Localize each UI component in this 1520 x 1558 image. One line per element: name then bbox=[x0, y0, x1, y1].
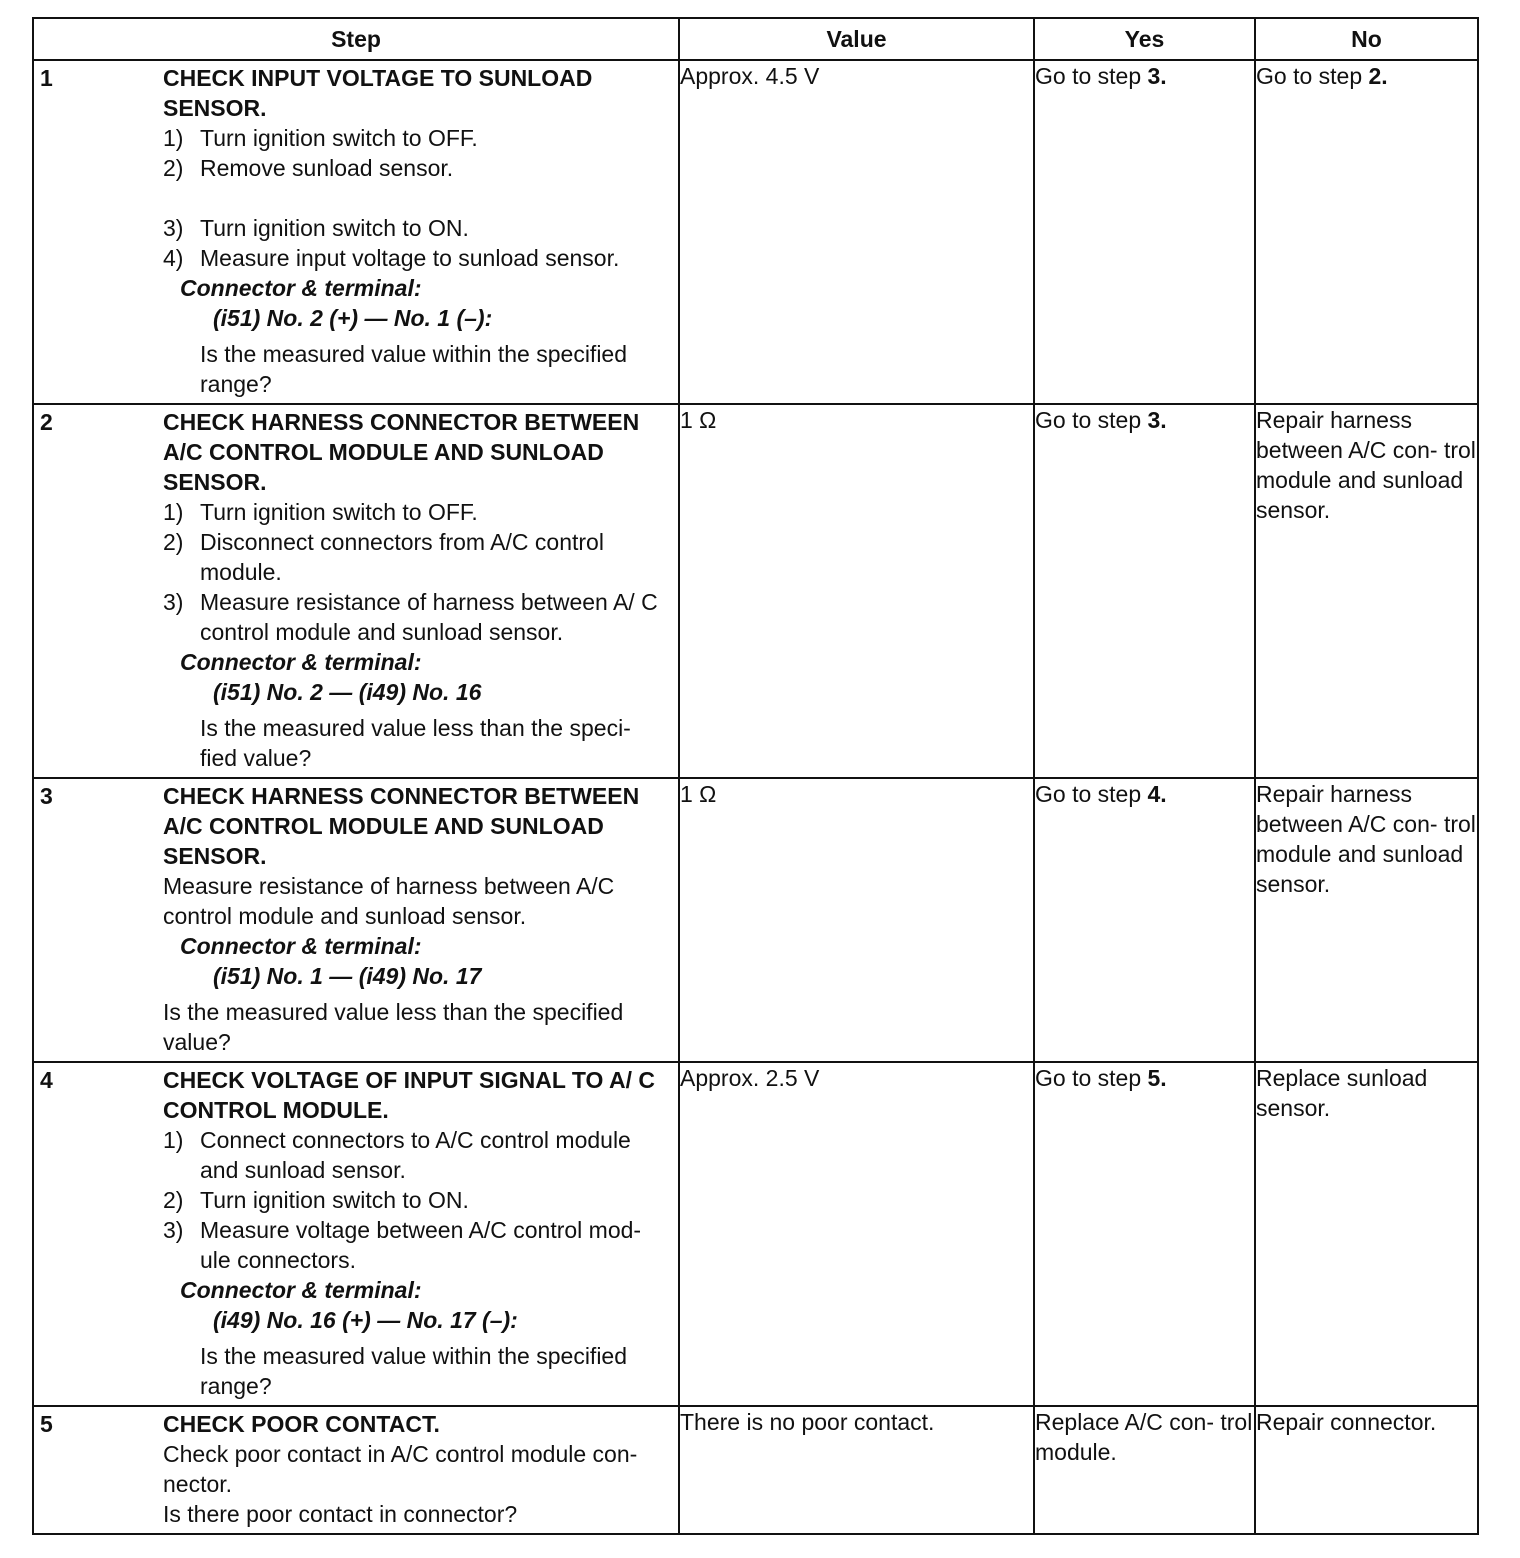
step-intro: Check poor contact in A/C control module con- nector. bbox=[163, 1441, 638, 1497]
yes-cell: Go to step 5. bbox=[1034, 1062, 1255, 1406]
value-cell: 1 Ω bbox=[679, 404, 1034, 778]
value-cell: Approx. 4.5 V bbox=[679, 60, 1034, 404]
no-cell: Replace sunload sensor. bbox=[1255, 1062, 1478, 1406]
terminal-spec: (i49) No. 16 (+) — No. 17 (–): bbox=[213, 1307, 518, 1333]
header-yes: Yes bbox=[1034, 18, 1255, 60]
step-title: CHECK HARNESS CONNECTOR BETWEEN A/C CONTROL MODULE AND SUNLOAD SENSOR. bbox=[163, 783, 640, 869]
step-number: 4 bbox=[40, 1067, 53, 1093]
connector-label: Connector & terminal: bbox=[180, 933, 422, 959]
terminal-spec: (i51) No. 2 — (i49) No. 16 bbox=[213, 679, 482, 705]
list-item: 1) Turn ignition switch to OFF. bbox=[163, 499, 478, 525]
connector-label: Connector & terminal: bbox=[180, 649, 422, 675]
header-step: Step bbox=[33, 18, 679, 60]
step-cell bbox=[33, 1406, 679, 1534]
header-row bbox=[33, 18, 1478, 60]
yes-cell: Go to step 3. bbox=[1034, 404, 1255, 778]
connector-label: Connector & terminal: bbox=[180, 275, 422, 301]
step-cell bbox=[33, 778, 679, 1062]
table-row bbox=[33, 1062, 1478, 1406]
list-item: 3) Measure resistance of harness between A/ C control module and sunload sensor. bbox=[163, 589, 658, 645]
diagnostic-table bbox=[32, 17, 1479, 1535]
list-item: 2) Remove sunload sensor. bbox=[163, 155, 454, 181]
list-item: 4) Measure input voltage to sunload sensor. bbox=[163, 245, 620, 271]
value-cell: Approx. 2.5 V bbox=[679, 1062, 1034, 1406]
yes-cell: Replace A/C con- trol module. bbox=[1034, 1406, 1255, 1534]
table-row bbox=[33, 60, 1478, 404]
step-title: CHECK HARNESS CONNECTOR BETWEEN A/C CONTROL MODULE AND SUNLOAD SENSOR. bbox=[163, 409, 640, 495]
step-question: Is the measured value less than the speci- fied value? bbox=[200, 715, 631, 771]
step-number: 5 bbox=[40, 1411, 53, 1437]
step-question: Is the measured value within the specified range? bbox=[200, 341, 628, 397]
step-question: Is the measured value within the specified range? bbox=[200, 1343, 628, 1399]
step-number: 2 bbox=[40, 409, 53, 435]
list-item: 1) Connect connectors to A/C control module and sunload sensor. bbox=[163, 1127, 631, 1183]
list-item: 2) Disconnect connectors from A/C control module. bbox=[163, 529, 604, 585]
yes-cell: Go to step 4. bbox=[1034, 778, 1255, 1062]
list-item: 3) Turn ignition switch to ON. bbox=[163, 215, 469, 241]
step-cell bbox=[33, 404, 679, 778]
step-question: Is there poor contact in connector? bbox=[163, 1501, 518, 1527]
list-item: 3) Measure voltage between A/C control mod- ule connectors. bbox=[163, 1217, 642, 1273]
no-cell: Go to step 2. bbox=[1255, 60, 1478, 404]
list-item: 2) Turn ignition switch to ON. bbox=[163, 1187, 469, 1213]
step-number: 3 bbox=[40, 783, 53, 809]
no-cell: Repair connector. bbox=[1255, 1406, 1478, 1534]
yes-cell: Go to step 3. bbox=[1034, 60, 1255, 404]
value-cell: 1 Ω bbox=[679, 778, 1034, 1062]
step-title: CHECK POOR CONTACT. bbox=[163, 1411, 440, 1437]
step-number: 1 bbox=[40, 65, 53, 91]
table-row bbox=[33, 404, 1478, 778]
header-no: No bbox=[1255, 18, 1478, 60]
step-cell bbox=[33, 1062, 679, 1406]
no-cell: Repair harness between A/C con- trol module and sunload sensor. bbox=[1255, 778, 1478, 1062]
step-title: CHECK VOLTAGE OF INPUT SIGNAL TO A/ C CONTROL MODULE. bbox=[163, 1067, 655, 1123]
step-intro: Measure resistance of harness between A/C control module and sunload sensor. bbox=[163, 873, 615, 929]
terminal-spec: (i51) No. 2 (+) — No. 1 (–): bbox=[213, 305, 493, 331]
table-row bbox=[33, 1406, 1478, 1534]
connector-label: Connector & terminal: bbox=[180, 1277, 422, 1303]
terminal-spec: (i51) No. 1 — (i49) No. 17 bbox=[213, 963, 482, 989]
no-cell: Repair harness between A/C con- trol module and sunload sensor. bbox=[1255, 404, 1478, 778]
header-value: Value bbox=[679, 18, 1034, 60]
value-cell: There is no poor contact. bbox=[679, 1406, 1034, 1534]
list-item: 1) Turn ignition switch to OFF. bbox=[163, 125, 478, 151]
step-title: CHECK INPUT VOLTAGE TO SUNLOAD SENSOR. bbox=[163, 65, 593, 121]
step-cell bbox=[33, 60, 679, 404]
step-question: Is the measured value less than the specified value? bbox=[163, 999, 624, 1055]
table-row bbox=[33, 778, 1478, 1062]
